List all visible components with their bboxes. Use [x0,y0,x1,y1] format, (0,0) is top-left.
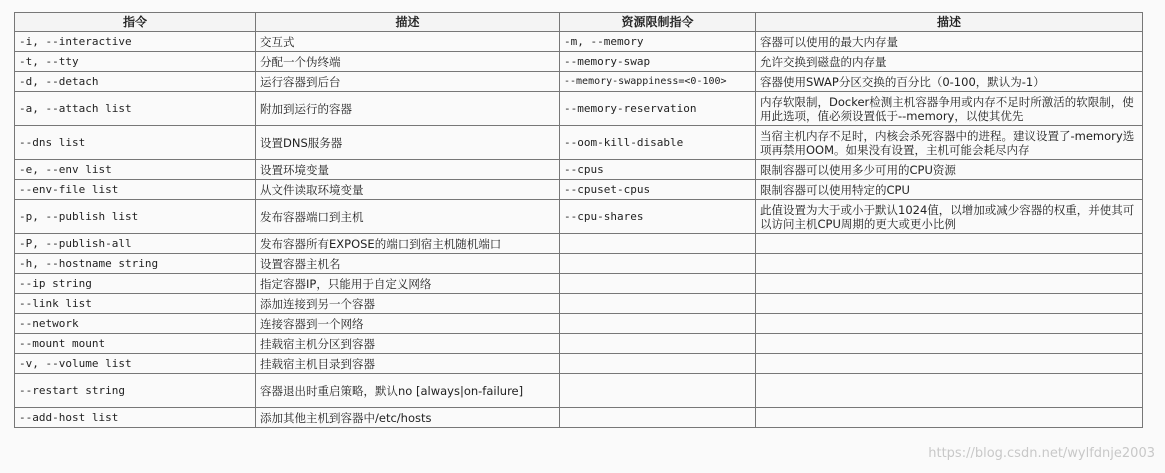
command-cell: -p, --publish list [15,200,256,234]
description-cell: 设置DNS服务器 [256,126,560,160]
table-row [15,200,1143,234]
resource-description-cell: 容器使用SWAP分区交换的百分比（0-100，默认为-1） [756,72,1143,92]
table-row [15,314,1143,334]
command-cell: --restart string [15,374,256,408]
command-cell: --ip string [15,274,256,294]
description-cell: 设置容器主机名 [256,254,560,274]
table-row [15,234,1143,254]
description-cell: 交互式 [256,32,560,52]
table-row [15,32,1143,52]
resource-command-cell [560,314,756,334]
command-cell: --dns list [15,126,256,160]
resource-description-cell [756,234,1143,254]
resource-command-cell [560,374,756,408]
command-cell: --network [15,314,256,334]
table-row [15,294,1143,314]
description-cell: 从文件读取环境变量 [256,180,560,200]
table-row [15,92,1143,126]
resource-description-cell [756,254,1143,274]
table-row [15,408,1143,428]
resource-command-cell: --cpu-shares [560,200,756,234]
description-cell: 添加其他主机到容器中/etc/hosts [256,408,560,428]
resource-command-cell [560,354,756,374]
header-description: 描述 [256,13,560,32]
table-row [15,254,1143,274]
resource-description-cell [756,408,1143,428]
resource-description-cell [756,314,1143,334]
resource-command-cell: --cpus [560,160,756,180]
table-row [15,52,1143,72]
resource-description-cell [756,294,1143,314]
docker-options-table [14,12,1143,428]
header-command: 指令 [15,13,256,32]
description-cell: 连接容器到一个网络 [256,314,560,334]
resource-description-cell: 内存软限制，Docker检测主机容器争用或内存不足时所激活的软限制，使用此选项，值必须设置低于--memory，以使其优先 [756,92,1143,126]
description-cell: 容器退出时重启策略，默认no [always|on-failure] [256,374,560,408]
header-resource-description: 描述 [756,13,1143,32]
command-cell: -P, --publish-all [15,234,256,254]
resource-command-cell: --memory-swappiness=<0-100> [560,72,756,92]
command-cell: -e, --env list [15,160,256,180]
resource-command-cell: -m, --memory [560,32,756,52]
command-cell: --link list [15,294,256,314]
resource-description-cell [756,354,1143,374]
table-row [15,334,1143,354]
resource-description-cell: 容器可以使用的最大内存量 [756,32,1143,52]
description-cell: 添加连接到另一个容器 [256,294,560,314]
command-cell: -t, --tty [15,52,256,72]
resource-command-cell [560,294,756,314]
table-row [15,72,1143,92]
table-row [15,126,1143,160]
resource-command-cell: --oom-kill-disable [560,126,756,160]
resource-command-cell [560,274,756,294]
resource-description-cell [756,374,1143,408]
resource-command-cell: --cpuset-cpus [560,180,756,200]
header-resource-command: 资源限制指令 [560,13,756,32]
command-cell: -v, --volume list [15,354,256,374]
command-cell: -h, --hostname string [15,254,256,274]
table-row [15,160,1143,180]
command-cell: -a, --attach list [15,92,256,126]
description-cell: 指定容器IP，只能用于自定义网络 [256,274,560,294]
table-row [15,180,1143,200]
table-row [15,374,1143,408]
description-cell: 挂载宿主机分区到容器 [256,334,560,354]
resource-command-cell [560,234,756,254]
description-cell: 发布容器端口到主机 [256,200,560,234]
resource-description-cell: 限制容器可以使用多少可用的CPU资源 [756,160,1143,180]
resource-command-cell: --memory-swap [560,52,756,72]
resource-command-cell [560,334,756,354]
resource-description-cell [756,334,1143,354]
command-cell: -i, --interactive [15,32,256,52]
table-row [15,274,1143,294]
command-cell: --add-host list [15,408,256,428]
resource-description-cell [756,274,1143,294]
description-cell: 挂载宿主机目录到容器 [256,354,560,374]
resource-description-cell: 此值设置为大于或小于默认1024值，以增加或减少容器的权重，并使其可以访问主机CPU周期的更大或更小比例 [756,200,1143,234]
resource-description-cell: 允许交换到磁盘的内存量 [756,52,1143,72]
resource-description-cell: 限制容器可以使用特定的CPU [756,180,1143,200]
command-cell: --mount mount [15,334,256,354]
resource-command-cell: --memory-reservation [560,92,756,126]
description-cell: 设置环境变量 [256,160,560,180]
resource-command-cell [560,254,756,274]
watermark: https://blog.csdn.net/wylfdnje2003 [928,446,1155,461]
description-cell: 发布容器所有EXPOSE的端口到宿主机随机端口 [256,234,560,254]
resource-description-cell: 当宿主机内存不足时，内核会杀死容器中的进程。建议设置了-memory选项再禁用OOM。如果没有设置，主机可能会耗尽内存 [756,126,1143,160]
command-cell: --env-file list [15,180,256,200]
description-cell: 运行容器到后台 [256,72,560,92]
description-cell: 分配一个伪终端 [256,52,560,72]
command-cell: -d, --detach [15,72,256,92]
description-cell: 附加到运行的容器 [256,92,560,126]
table-row [15,354,1143,374]
resource-command-cell [560,408,756,428]
header-row [15,13,1143,32]
